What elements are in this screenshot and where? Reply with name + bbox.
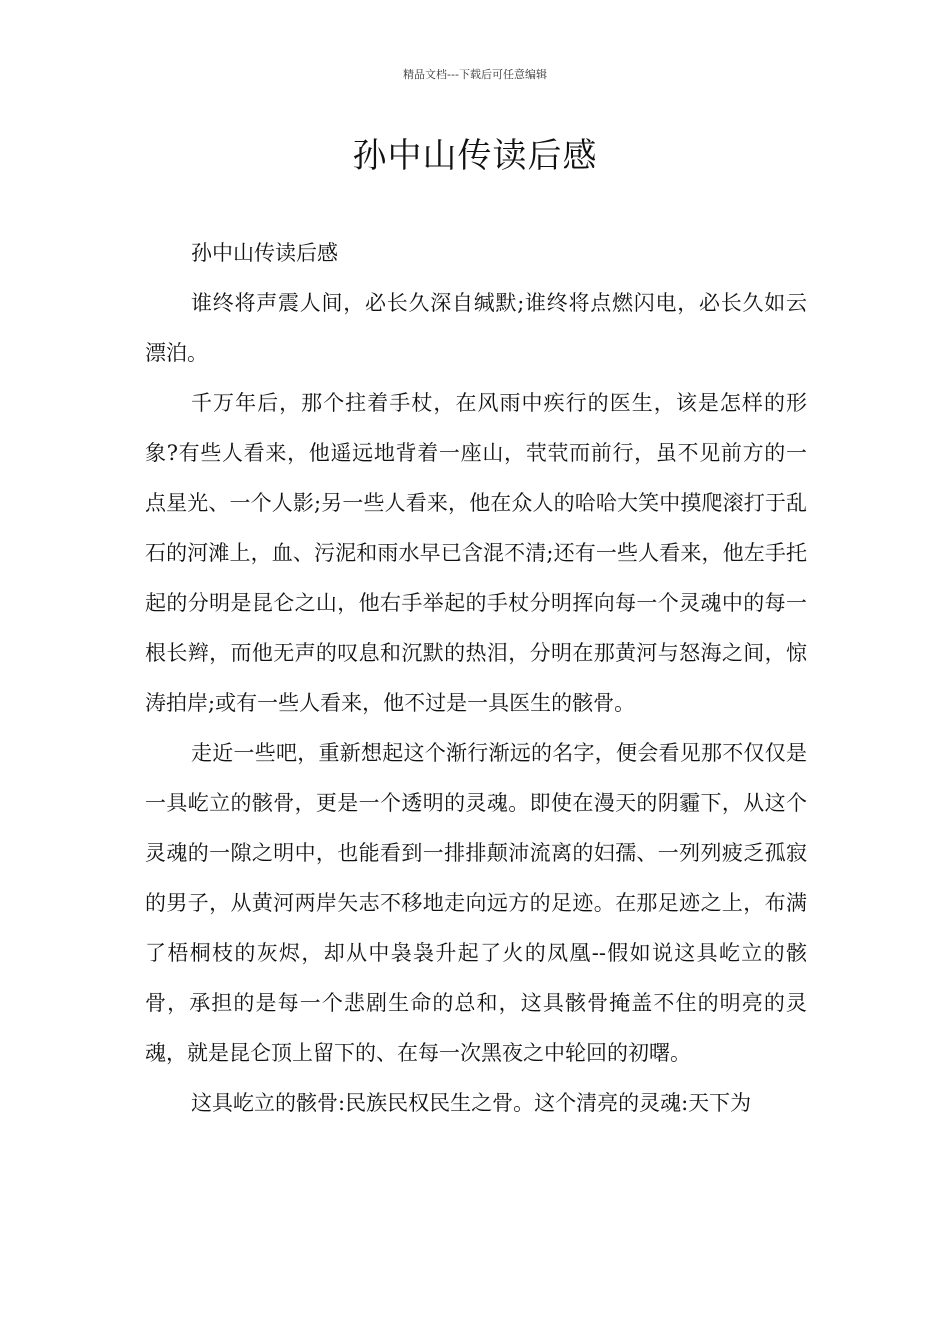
paragraph: 谁终将声震人间，必长久深自缄默;谁终将点燃闪电，必长久如云漂泊。 <box>145 291 807 365</box>
document-title: 孙中山传读后感 <box>352 136 598 176</box>
paragraph: 这具屹立的骸骨:民族民权民生之骨。这个清亮的灵魂:天下为 <box>191 1091 752 1115</box>
paragraph: 千万年后，那个拄着手杖，在风雨中疾行的医生，该是怎样的形象?有些人看来，他遥远地背着一座山，茕茕而前行，虽不见前方的一点星光、一个人影;另一些人看来，他在众人的哈哈大笑中摸爬滚打于乱石的河滩上，血、污泥和雨水早已含混不清;还有一些人看来，他左手托起的分明是昆仑之山，他右手举起的手杖分明挥向每一个灵魂中的每一根长辫，而他无声的叹息和沉默的热泪，分明在那黄河与怒海之间，惊涛拍岸;或有一些人看来，他不过是一具医生的骸骨。 <box>145 391 807 715</box>
paragraph: 走近一些吧，重新想起这个渐行渐远的名字，便会看见那不仅仅是一具屹立的骸骨，更是一个透明的灵魂。即使在漫天的阴霾下，从这个灵魂的一隙之明中，也能看到一排排颠沛流离的妇孺、一列列疲乏孤寂的男子，从黄河两岸矢志不移地走向远方的足迹。在那足迹之上，布满了梧桐枝的灰烬，却从中袅袅升起了火的凤凰--假如说这具屹立的骸骨，承担的是每一个悲剧生命的总和，这具骸骨掩盖不住的明亮的灵魂，就是昆仑顶上留下的、在每一次黑夜之中轮回的初曙。 <box>145 741 807 1065</box>
document-body <box>145 228 807 1128</box>
header-note: 精品文档---下载后可任意编辑 <box>403 68 547 81</box>
paragraph: 孙中山传读后感 <box>191 241 338 265</box>
